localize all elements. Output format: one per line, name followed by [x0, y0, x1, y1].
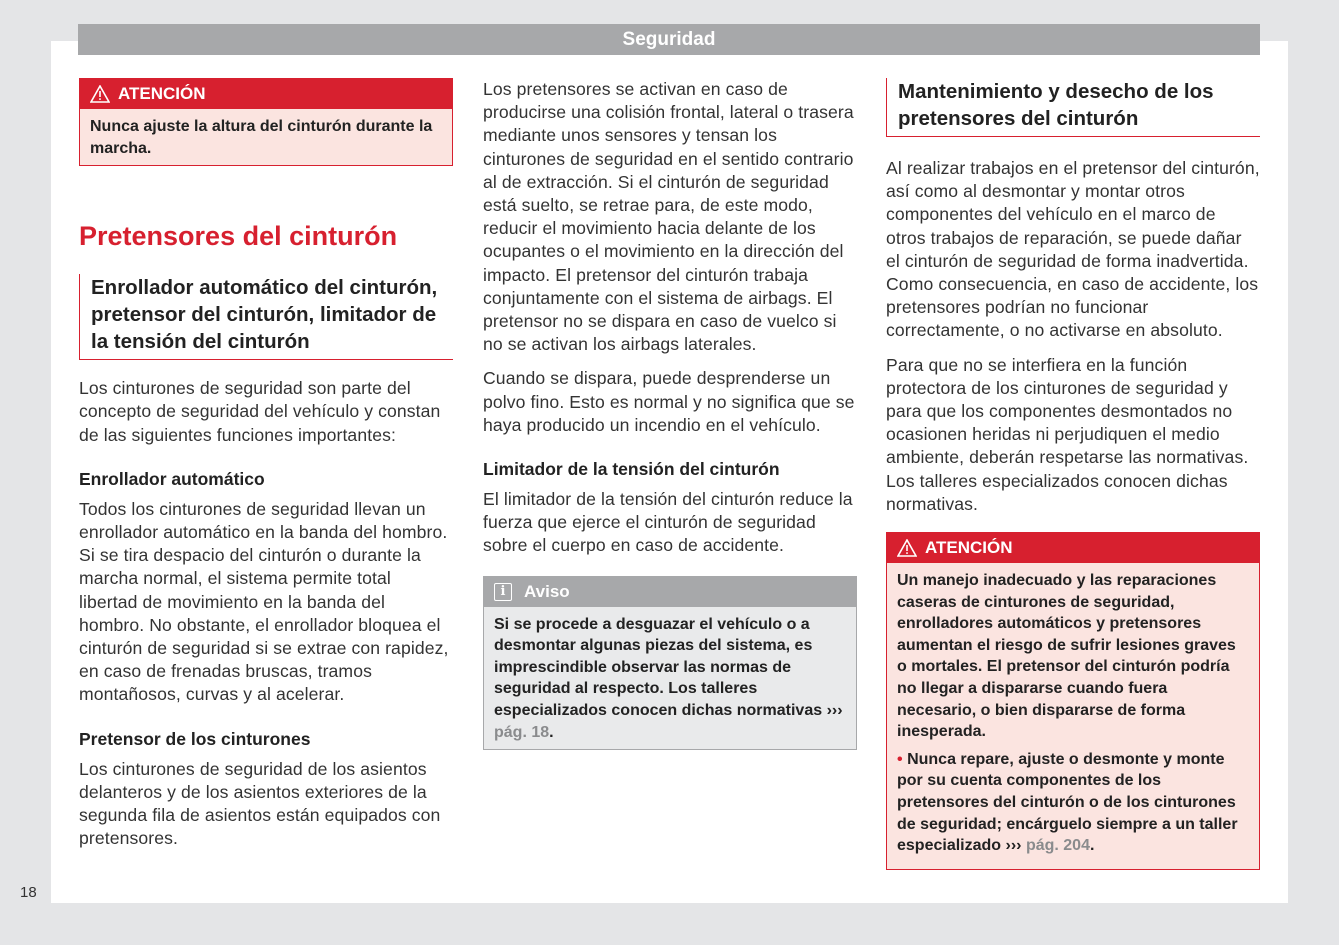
section-heading: Pretensor de los cinturones — [79, 728, 311, 749]
info-icon: i — [494, 583, 512, 601]
section-heading: Enrollador automático — [79, 468, 265, 489]
reference-arrows-icon: ››› — [826, 702, 843, 720]
section-header: Seguridad — [78, 24, 1260, 55]
warning-box — [886, 532, 1260, 870]
paragraph: Los pretensores se activan en caso de producirse una colisión frontal, lateral o trasera mediante unos sensores y tensan los cinturones de seguridad en el sentido contrario al de extracción. Si el cinturón de seguridad está suelto, se retrae para, de este modo, reducir el movimiento hacia delante de los ocupantes o el movimiento en la dirección del impacto. El pretensor del cinturón trabaja conjuntamente con el sistema de airbags. El pretensor no se dispara en caso de vuelco si no se activan los airbags laterales. — [483, 79, 854, 355]
note-header — [484, 577, 856, 607]
section-paragraph: Los cinturones de seguridad de los asientos delanteros y de los asientos exteriores de la segunda fila de asientos están equipados con pretensores. — [79, 758, 441, 849]
warning-triangle-icon — [90, 85, 110, 103]
section-paragraph: El limitador de la tensión del cinturón reduce la fuerza que ejerce el cinturón de seguridad sobre el cuerpo en caso de accidente. — [483, 489, 853, 556]
paragraph: Al realizar trabajos en el pretensor del cinturón, así como al desmontar y montar otros componentes del vehículo en el marco de otros trabajos de reparación, se puede dañar el cinturón de seguridad de forma inadvertida. Como consecuencia, en caso de accidente, los pretensores podrían no funcionar correctamente, o no activarse en absoluto. — [886, 158, 1260, 341]
bullet-icon: • — [897, 750, 903, 768]
column-2 — [483, 78, 857, 750]
note-label: Aviso — [524, 581, 570, 601]
warning-triangle-icon — [897, 539, 917, 557]
note-box — [483, 576, 857, 751]
paragraph: Cuando se dispara, puede desprenderse un polvo fino. Esto es normal y no significa que se haya producido un incendio en el vehículo. — [483, 368, 855, 435]
warning-bullet — [897, 749, 1249, 857]
reference-arrows-icon: ››› — [1005, 837, 1022, 855]
warning-text: Un manejo inadecuado y las reparaciones caseras de cinturones de seguridad, enrolladores automáticos y pretensores aumentan el riesgo de sufrir lesiones graves o mortales. El pretensor del cinturón podría no llegar a dispararse cuando fuera necesario, o bien dispararse de forma inesperada. — [897, 572, 1236, 741]
warning-text: Nunca ajuste la altura del cinturón durante la marcha. — [90, 118, 433, 157]
sentence-end: . — [1089, 837, 1095, 855]
warning-label: ATENCIÓN — [118, 84, 206, 103]
warning-content — [887, 563, 1259, 869]
subsection-title: Enrollador automático del cinturón, pretensor del cinturón, limitador de la tensión del cinturón — [79, 274, 453, 360]
warning-header — [80, 79, 452, 109]
warning-header — [887, 533, 1259, 563]
paragraph: Para que no se interfiera en la función protectora de los cinturones de seguridad y para que los componentes desmontados no ocasionen heridas ni perjudiquen el medio ambiente, deberán respetarse las normativas. Los talleres especializados conocen dichas normativas. — [886, 354, 1249, 514]
section-paragraph: Todos los cinturones de seguridad llevan un enrollador automático en la banda del hombro. Si se tira despacio del cinturón o durante la marcha normal, el sistema permite total libertad de movimiento en la banda del hombro. No obstante, el enrollador bloquea el cinturón de seguridad si se extrae con rapidez, en caso de frenadas bruscas, tramos montañosos, curvas y al acelerar. — [79, 498, 449, 705]
subsection-title: Mantenimiento y desecho de los pretensores del cinturón — [886, 78, 1260, 137]
page-reference-link[interactable]: pág. 204 — [1025, 837, 1090, 855]
bullet-text: Nunca repare, ajuste o desmonte y monte por su cuenta componentes de los pretensores del cinturón o de los cinturones de seguridad; encárguelo siempre a un taller especializado — [897, 750, 1238, 855]
column-3 — [886, 78, 1260, 870]
column-1 — [79, 78, 453, 861]
intro-paragraph: Los cinturones de seguridad son parte del concepto de seguridad del vehículo y constan de las siguientes funciones importantes: — [79, 378, 441, 445]
note-body-text: Si se procede a desguazar el vehículo o a desmontar algunas piezas del sistema, es imprescindible observar las normas de seguridad al respecto. Los talleres especializados conocen dichas normativas — [494, 615, 823, 720]
page-number: 18 — [20, 884, 37, 901]
warning-label: ATENCIÓN — [925, 538, 1013, 558]
page-reference-link[interactable]: pág. 18 — [494, 723, 550, 741]
warning-box — [79, 78, 453, 166]
page-title: Pretensores del cinturón — [79, 221, 398, 252]
section-heading: Limitador de la tensión del cinturón — [483, 459, 780, 480]
note-text — [484, 607, 856, 750]
sentence-end: . — [549, 723, 554, 741]
